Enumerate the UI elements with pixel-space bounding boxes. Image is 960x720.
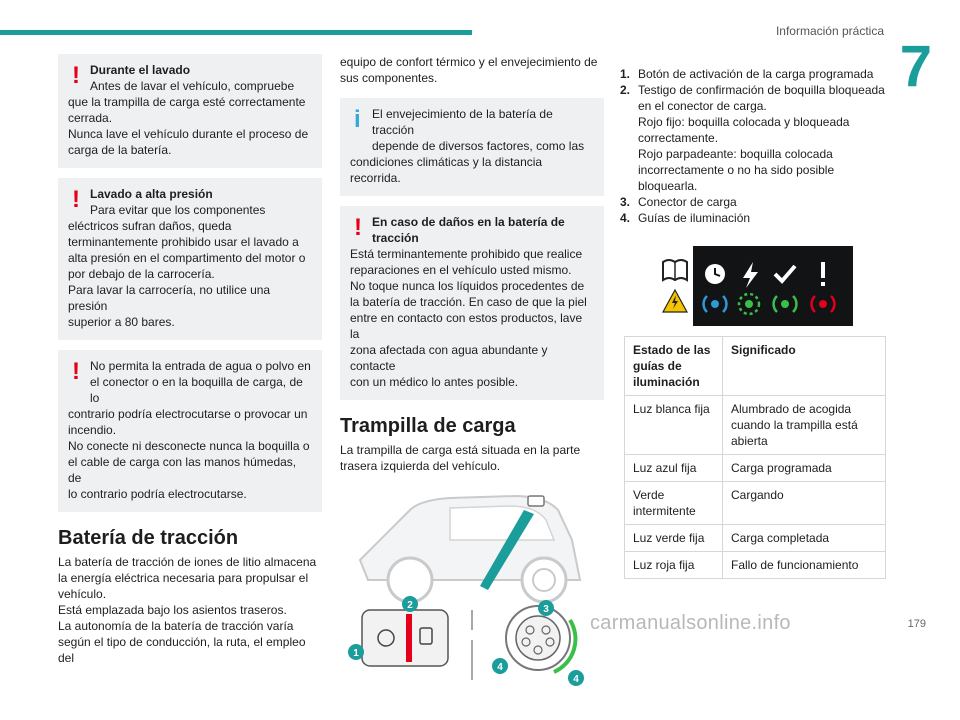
table-cell: Carga completada <box>723 525 886 552</box>
table-cell: Alumbrado de acogida cuando la trampilla está abierta <box>723 396 886 455</box>
clock-icon <box>705 264 725 284</box>
warning-title: Lavado a alta presión <box>90 187 213 201</box>
table-header: Estado de las guías de iluminación <box>625 337 723 396</box>
text-line: Rojo parpadeante: boquilla colocada <box>638 147 833 161</box>
item-number: 4. <box>620 211 631 225</box>
column-2 <box>340 54 604 720</box>
table-cell: Luz azul fija <box>625 455 723 482</box>
text-line: Antes de lavar el vehículo, compruebe <box>90 79 295 93</box>
text-line: No toque nunca los líquidos procedentes de <box>350 279 585 293</box>
text-line: contrario podría electrocutarse o provocar un <box>68 407 308 421</box>
table-cell: Verde intermitente <box>625 482 723 525</box>
chapter-number: 7 <box>899 34 932 99</box>
table-cell: Luz verde fija <box>625 525 723 552</box>
text-line: Está terminantemente prohibido que realice <box>350 247 583 261</box>
text-line: bloquearla. <box>638 179 698 193</box>
body-text-flap <box>340 442 604 474</box>
top-accent-bar <box>0 30 472 35</box>
svg-text:4: 4 <box>573 674 579 685</box>
text-line: No permita la entrada de agua o polvo en <box>90 359 311 373</box>
heading-charging-flap: Trampilla de carga <box>340 415 516 437</box>
text-line: sus componentes. <box>340 71 438 85</box>
svg-text:2: 2 <box>407 600 413 611</box>
text-line: Para lavar la carrocería, no utilice una presión <box>68 283 271 313</box>
warning-exclamation-icon: ! <box>72 186 80 213</box>
item-number: 3. <box>620 195 631 209</box>
warning-exclamation-icon: ! <box>72 358 80 385</box>
table-cell: Luz roja fija <box>625 552 723 579</box>
list-item <box>620 66 890 82</box>
page-number: 179 <box>907 618 926 630</box>
item-number: 2. <box>620 83 631 97</box>
text-line: entre en contacto con estos productos, lave la <box>350 311 583 341</box>
info-icon: i <box>354 106 361 133</box>
text-line: La autonomía de la batería de tracción varía <box>58 619 294 633</box>
warning-exclamation-icon: ! <box>72 62 80 89</box>
text-line: Nunca lave el vehículo durante el proceso de <box>68 127 309 141</box>
text-line: superior a 80 bares. <box>68 315 175 329</box>
text-line: Conector de carga <box>638 195 737 209</box>
table-cell: Luz blanca fija <box>625 396 723 455</box>
callout-4-left <box>492 658 508 674</box>
text-line: cerrada. <box>68 111 113 125</box>
text-line: La batería de tracción de iones de litio almacena <box>58 555 317 569</box>
warning-box-washing <box>58 54 322 168</box>
list-item <box>620 82 890 194</box>
text-line: en el conector de carga. <box>638 99 767 113</box>
warning-box-water-dust <box>58 350 322 512</box>
text-line: trasera izquierda del vehículo. <box>340 459 501 473</box>
text-line: según el tipo de conducción, la ruta, el empleo del <box>58 635 306 665</box>
text-line: lo contrario podría electrocutarse. <box>68 487 247 501</box>
column-1 <box>58 54 322 666</box>
callout-1 <box>348 644 364 660</box>
heading-traction-battery: Batería de tracción <box>58 527 239 549</box>
lighting-status-table <box>624 336 886 579</box>
section-title: Información práctica <box>775 24 884 38</box>
body-text-battery <box>58 554 322 666</box>
column-3 <box>620 66 890 579</box>
text-line: terminantemente prohibido usar el lavado a <box>68 235 299 249</box>
text-line: eléctricos sufran daños, queda <box>68 219 232 233</box>
text-line: alta presión en el compartimento del motor o <box>68 251 306 265</box>
list-item <box>620 194 890 210</box>
watermark: carmanualsonline.info <box>590 612 791 634</box>
text-line: Está emplazada bajo los asientos traseros. <box>58 603 287 617</box>
warning-box-battery-damage <box>340 206 604 400</box>
text-line: incendio. <box>68 423 117 437</box>
text-line: el cable de carga con las manos húmedas, de <box>68 455 297 485</box>
svg-text:3: 3 <box>543 604 549 615</box>
text-line: la batería de tracción. En caso de que la piel <box>350 295 587 309</box>
text-line: la energía eléctrica necesaria para propulsar el <box>58 571 309 585</box>
text-line: No conecte ni desconecte nunca la boquilla o <box>68 439 310 453</box>
callout-2 <box>402 596 418 612</box>
item-number: 1. <box>620 67 631 81</box>
text-line: condiciones climáticas y la distancia recorrida. <box>350 155 543 185</box>
table-cell: Carga programada <box>723 455 886 482</box>
text-line: Guías de iluminación <box>638 211 751 225</box>
text-line: Testigo de confirmación de boquilla bloqueada <box>638 83 885 97</box>
svg-text:1: 1 <box>353 648 359 659</box>
svg-text:4: 4 <box>497 662 503 673</box>
continued-text <box>340 54 604 86</box>
lighting-guides-illustration <box>657 246 853 326</box>
text-line: por debajo de la carrocería. <box>68 267 215 281</box>
warning-box-high-pressure <box>58 178 322 340</box>
warning-exclamation-icon: ! <box>354 214 362 241</box>
text-line: incorrectamente o no ha sido posible <box>638 163 835 177</box>
table-header-row <box>625 337 886 396</box>
table-row <box>625 552 886 579</box>
text-line: correctamente. <box>638 131 719 145</box>
text-line: zona afectada con agua abundante y contacte <box>350 343 548 373</box>
callout-3 <box>538 600 554 616</box>
text-line: Botón de activación de la carga programada <box>638 67 874 81</box>
text-line: Para evitar que los componentes <box>90 203 266 217</box>
callout-4-right <box>568 670 584 686</box>
table-cell: Fallo de funcionamiento <box>723 552 886 579</box>
text-line: Rojo fijo: boquilla colocada y bloqueada <box>638 115 850 129</box>
exclamation-icon <box>821 262 825 286</box>
text-line: con un médico lo antes posible. <box>350 375 519 389</box>
list-item <box>620 210 890 226</box>
text-line: que la trampilla de carga esté correctamente <box>68 95 306 109</box>
table-row <box>625 525 886 552</box>
table-row <box>625 396 886 455</box>
text-line: depende de diversos factores, como las <box>372 139 585 153</box>
warning-title: En caso de daños en la batería de tracción <box>372 215 565 245</box>
charging-flap-illustration <box>340 480 604 716</box>
text-line: El envejecimiento de la batería de tracción <box>372 107 553 137</box>
table-header: Significado <box>723 337 886 396</box>
text-line: el conector o en la boquilla de carga, de lo <box>90 375 303 405</box>
text-line: reparaciones en el vehículo usted mismo. <box>350 263 572 277</box>
text-line: equipo de confort térmico y el envejecimiento de <box>340 55 598 69</box>
table-row <box>625 455 886 482</box>
text-line: La trampilla de carga está situada en la parte <box>340 443 581 457</box>
text-line: carga de la batería. <box>68 143 172 157</box>
table-row <box>625 482 886 525</box>
text-line: vehículo. <box>58 587 107 601</box>
table-cell: Cargando <box>723 482 886 525</box>
warning-title: Durante el lavado <box>90 63 191 77</box>
info-box-battery-aging <box>340 98 604 196</box>
